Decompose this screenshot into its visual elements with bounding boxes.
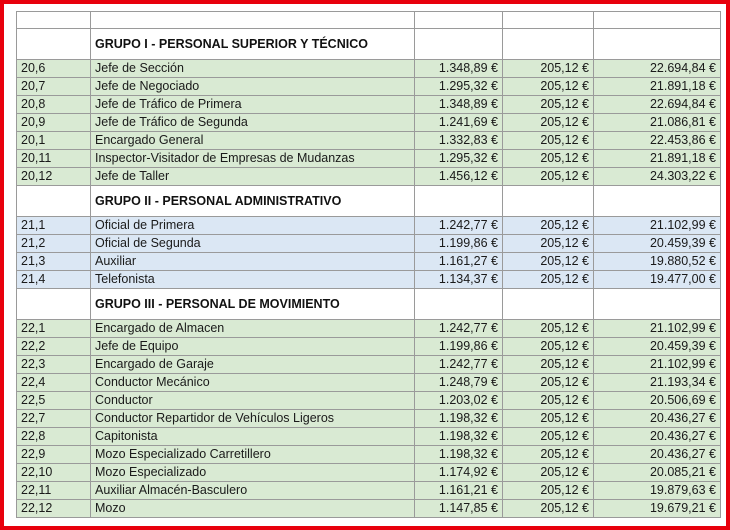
monthly-amount-cell[interactable]: 1.348,89 € <box>415 60 503 78</box>
job-title-cell[interactable]: Jefe de Sección <box>91 60 415 78</box>
monthly-amount-cell[interactable]: 1.456,12 € <box>415 168 503 186</box>
flat-amount-cell[interactable]: 205,12 € <box>503 482 594 500</box>
empty-cell[interactable] <box>503 29 594 60</box>
monthly-amount-cell[interactable]: 1.348,89 € <box>415 96 503 114</box>
code-cell[interactable]: 22,9 <box>17 446 91 464</box>
empty-cell[interactable] <box>503 12 594 29</box>
monthly-amount-cell[interactable]: 1.199,86 € <box>415 338 503 356</box>
flat-amount-cell[interactable]: 205,12 € <box>503 500 594 518</box>
code-cell[interactable]: 21,1 <box>17 217 91 235</box>
code-cell[interactable]: 20,6 <box>17 60 91 78</box>
annual-total-cell[interactable]: 19.679,21 € <box>594 500 721 518</box>
flat-amount-cell[interactable]: 205,12 € <box>503 428 594 446</box>
empty-cell[interactable] <box>415 29 503 60</box>
job-title-cell[interactable]: Auxiliar <box>91 253 415 271</box>
code-cell[interactable]: 20,8 <box>17 96 91 114</box>
monthly-amount-cell[interactable]: 1.241,69 € <box>415 114 503 132</box>
table-row <box>17 500 721 518</box>
empty-cell[interactable] <box>594 289 721 320</box>
code-cell[interactable]: 22,5 <box>17 392 91 410</box>
job-title-cell[interactable]: Mozo <box>91 500 415 518</box>
table-row <box>17 132 721 150</box>
flat-amount-cell[interactable]: 205,12 € <box>503 132 594 150</box>
annual-total-cell[interactable]: 20.459,39 € <box>594 235 721 253</box>
annual-total-cell[interactable]: 20.436,27 € <box>594 410 721 428</box>
monthly-amount-cell[interactable]: 1.161,21 € <box>415 482 503 500</box>
flat-amount-cell[interactable]: 205,12 € <box>503 392 594 410</box>
empty-cell[interactable] <box>594 12 721 29</box>
annual-total-cell[interactable]: 20.506,69 € <box>594 392 721 410</box>
monthly-amount-cell[interactable]: 1.198,32 € <box>415 428 503 446</box>
flat-amount-cell[interactable]: 205,12 € <box>503 114 594 132</box>
empty-cell[interactable] <box>17 12 91 29</box>
flat-amount-cell[interactable]: 205,12 € <box>503 78 594 96</box>
flat-amount-cell[interactable]: 205,12 € <box>503 464 594 482</box>
code-cell[interactable]: 22,3 <box>17 356 91 374</box>
flat-amount-cell[interactable]: 205,12 € <box>503 446 594 464</box>
code-cell[interactable]: 22,10 <box>17 464 91 482</box>
annual-total-cell[interactable]: 20.459,39 € <box>594 338 721 356</box>
annual-total-cell[interactable]: 22.694,84 € <box>594 96 721 114</box>
code-cell[interactable]: 20,1 <box>17 132 91 150</box>
empty-cell[interactable] <box>415 289 503 320</box>
annual-total-cell[interactable]: 19.880,52 € <box>594 253 721 271</box>
salary-table <box>16 11 721 518</box>
table-row <box>17 235 721 253</box>
monthly-amount-cell[interactable]: 1.147,85 € <box>415 500 503 518</box>
annual-total-cell[interactable]: 19.477,00 € <box>594 271 721 289</box>
table-row <box>17 60 721 78</box>
monthly-amount-cell[interactable]: 1.134,37 € <box>415 271 503 289</box>
flat-amount-cell[interactable]: 205,12 € <box>503 168 594 186</box>
flat-amount-cell[interactable]: 205,12 € <box>503 320 594 338</box>
group-title[interactable]: GRUPO II - PERSONAL ADMINISTRATIVO <box>91 186 415 217</box>
table-row <box>17 271 721 289</box>
annual-total-cell[interactable]: 20.085,21 € <box>594 464 721 482</box>
code-cell[interactable]: 22,11 <box>17 482 91 500</box>
flat-amount-cell[interactable]: 205,12 € <box>503 60 594 78</box>
annual-total-cell[interactable]: 20.436,27 € <box>594 446 721 464</box>
monthly-amount-cell[interactable]: 1.248,79 € <box>415 374 503 392</box>
code-cell[interactable]: 21,2 <box>17 235 91 253</box>
job-title-cell[interactable]: Telefonista <box>91 271 415 289</box>
annual-total-cell[interactable]: 20.436,27 € <box>594 428 721 446</box>
table-row <box>17 114 721 132</box>
table-row <box>17 338 721 356</box>
flat-amount-cell[interactable]: 205,12 € <box>503 217 594 235</box>
table-row <box>17 217 721 235</box>
monthly-amount-cell[interactable]: 1.198,32 € <box>415 446 503 464</box>
annual-total-cell[interactable]: 21.086,81 € <box>594 114 721 132</box>
monthly-amount-cell[interactable]: 1.295,32 € <box>415 78 503 96</box>
flat-amount-cell[interactable]: 205,12 € <box>503 271 594 289</box>
code-cell[interactable]: 21,3 <box>17 253 91 271</box>
job-title-cell[interactable]: Conductor <box>91 392 415 410</box>
flat-amount-cell[interactable]: 205,12 € <box>503 374 594 392</box>
table-row <box>17 428 721 446</box>
table-row <box>17 320 721 338</box>
job-title-cell[interactable]: Conductor Mecánico <box>91 374 415 392</box>
code-cell[interactable]: 22,2 <box>17 338 91 356</box>
job-title-cell[interactable]: Jefe de Tráfico de Primera <box>91 96 415 114</box>
annual-total-cell[interactable]: 21.193,34 € <box>594 374 721 392</box>
job-title-cell[interactable]: Capitonista <box>91 428 415 446</box>
empty-cell[interactable] <box>17 186 91 217</box>
monthly-amount-cell[interactable]: 1.203,02 € <box>415 392 503 410</box>
annual-total-cell[interactable]: 19.879,63 € <box>594 482 721 500</box>
code-cell[interactable]: 22,1 <box>17 320 91 338</box>
monthly-amount-cell[interactable]: 1.242,77 € <box>415 217 503 235</box>
flat-amount-cell[interactable]: 205,12 € <box>503 338 594 356</box>
job-title-cell[interactable]: Auxiliar Almacén-Basculero <box>91 482 415 500</box>
job-title-cell[interactable]: Jefe de Negociado <box>91 78 415 96</box>
empty-cell[interactable] <box>415 12 503 29</box>
table-row <box>17 96 721 114</box>
annual-total-cell[interactable]: 21.102,99 € <box>594 320 721 338</box>
flat-amount-cell[interactable]: 205,12 € <box>503 410 594 428</box>
table-row <box>17 356 721 374</box>
annual-total-cell[interactable]: 24.303,22 € <box>594 168 721 186</box>
monthly-amount-cell[interactable]: 1.161,27 € <box>415 253 503 271</box>
job-title-cell[interactable]: Inspector-Visitador de Empresas de Mudanzas <box>91 150 415 168</box>
annual-total-cell[interactable]: 22.453,86 € <box>594 132 721 150</box>
table-row <box>17 253 721 271</box>
empty-cell[interactable] <box>594 29 721 60</box>
group-header-row <box>17 289 721 320</box>
empty-cell[interactable] <box>17 29 91 60</box>
code-cell[interactable]: 22,7 <box>17 410 91 428</box>
code-cell[interactable]: 20,7 <box>17 78 91 96</box>
job-title-cell[interactable]: Jefe de Taller <box>91 168 415 186</box>
empty-cell[interactable] <box>415 186 503 217</box>
annual-total-cell[interactable]: 21.102,99 € <box>594 356 721 374</box>
job-title-cell[interactable]: Jefe de Tráfico de Segunda <box>91 114 415 132</box>
code-cell[interactable]: 22,12 <box>17 500 91 518</box>
code-cell[interactable]: 20,11 <box>17 150 91 168</box>
group-title[interactable]: GRUPO III - PERSONAL DE MOVIMIENTO <box>91 289 415 320</box>
flat-amount-cell[interactable]: 205,12 € <box>503 96 594 114</box>
flat-amount-cell[interactable]: 205,12 € <box>503 253 594 271</box>
table-row <box>17 168 721 186</box>
code-cell[interactable]: 22,8 <box>17 428 91 446</box>
job-title-cell[interactable]: Encargado de Almacen <box>91 320 415 338</box>
salary-table-body <box>17 12 721 518</box>
empty-cell[interactable] <box>17 289 91 320</box>
job-title-cell[interactable]: Encargado de Garaje <box>91 356 415 374</box>
table-row <box>17 464 721 482</box>
table-row <box>17 150 721 168</box>
monthly-amount-cell[interactable]: 1.242,77 € <box>415 320 503 338</box>
code-cell[interactable]: 22,4 <box>17 374 91 392</box>
empty-cell[interactable] <box>91 12 415 29</box>
table-row <box>17 482 721 500</box>
annual-total-cell[interactable]: 21.891,18 € <box>594 78 721 96</box>
code-cell[interactable]: 20,12 <box>17 168 91 186</box>
job-title-cell[interactable]: Jefe de Equipo <box>91 338 415 356</box>
job-title-cell[interactable]: Oficial de Primera <box>91 217 415 235</box>
empty-cell[interactable] <box>594 186 721 217</box>
code-cell[interactable]: 20,9 <box>17 114 91 132</box>
monthly-amount-cell[interactable]: 1.242,77 € <box>415 356 503 374</box>
annual-total-cell[interactable]: 22.694,84 € <box>594 60 721 78</box>
group-header-row <box>17 29 721 60</box>
job-title-cell[interactable]: Conductor Repartidor de Vehículos Ligeros <box>91 410 415 428</box>
table-row <box>17 374 721 392</box>
annual-total-cell[interactable]: 21.891,18 € <box>594 150 721 168</box>
monthly-amount-cell[interactable]: 1.295,32 € <box>415 150 503 168</box>
group-header-row <box>17 186 721 217</box>
code-cell[interactable]: 21,4 <box>17 271 91 289</box>
header-spacer-row <box>17 12 721 29</box>
table-row <box>17 78 721 96</box>
monthly-amount-cell[interactable]: 1.198,32 € <box>415 410 503 428</box>
annual-total-cell[interactable]: 21.102,99 € <box>594 217 721 235</box>
table-row <box>17 410 721 428</box>
job-title-cell[interactable]: Mozo Especializado <box>91 464 415 482</box>
job-title-cell[interactable]: Mozo Especializado Carretillero <box>91 446 415 464</box>
flat-amount-cell[interactable]: 205,12 € <box>503 356 594 374</box>
table-row <box>17 446 721 464</box>
empty-cell[interactable] <box>503 186 594 217</box>
job-title-cell[interactable]: Oficial de Segunda <box>91 235 415 253</box>
monthly-amount-cell[interactable]: 1.174,92 € <box>415 464 503 482</box>
group-title[interactable]: GRUPO I - PERSONAL SUPERIOR Y TÉCNICO <box>91 29 415 60</box>
monthly-amount-cell[interactable]: 1.332,83 € <box>415 132 503 150</box>
flat-amount-cell[interactable]: 205,12 € <box>503 150 594 168</box>
table-row <box>17 392 721 410</box>
flat-amount-cell[interactable]: 205,12 € <box>503 235 594 253</box>
empty-cell[interactable] <box>503 289 594 320</box>
monthly-amount-cell[interactable]: 1.199,86 € <box>415 235 503 253</box>
job-title-cell[interactable]: Encargado General <box>91 132 415 150</box>
